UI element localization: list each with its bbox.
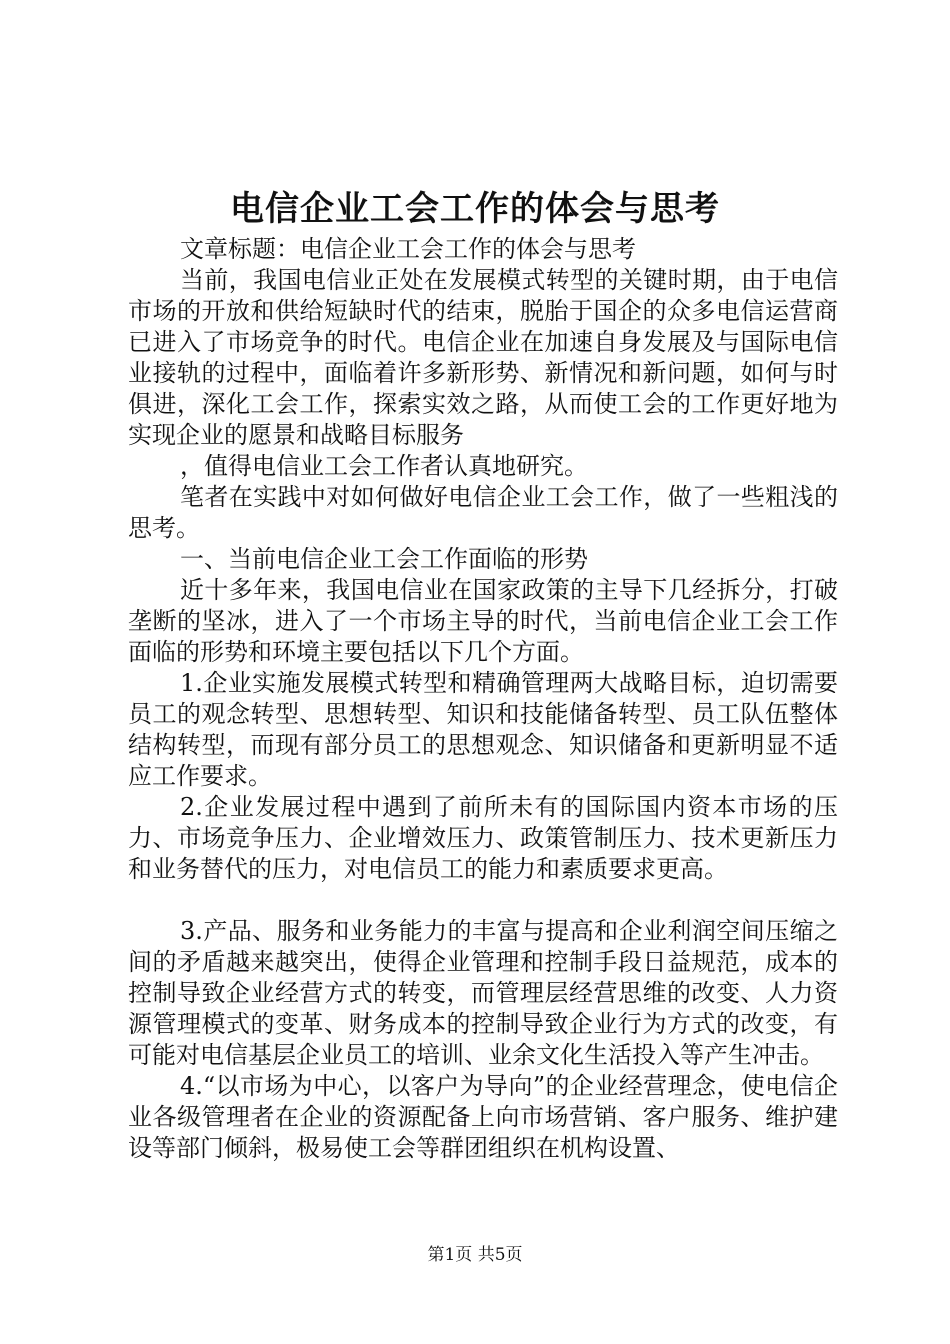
paragraph-situation: 近十多年来，我国电信业在国家政策的主导下几经拆分，打破垄断的坚冰，进入了一个市场主导的时代，当前电信企业工会工作面临的形势和环境主要包括以下几个方面。 (128, 576, 838, 666)
list-item-4: 4.“以市场为中心，以客户为导向”的企业经营理念，使电信企业各级管理者在企业的资源配备上向市场营销、客户服务、维护建设等部门倾斜，极易使工会等群团组织在机构设置、 (128, 1072, 838, 1162)
page-number-footer: 第1页 共5页 (427, 1245, 523, 1265)
paragraph-intro-continued: ，值得电信业工会工作者认真地研究。 (180, 452, 588, 480)
list-item-2: 2.企业发展过程中遇到了前所未有的国际国内资本市场的压力、市场竞争压力、企业增效压力、政策管制压力、技术更新压力和业务替代的压力，对电信员工的能力和素质要求更高。 (128, 793, 838, 883)
blank-line (128, 885, 838, 916)
list-item-1: 1.企业实施发展模式转型和精确管理两大战略目标，迫切需要员工的观念转型、思想转型、知识和技能储备转型、员工队伍整体结构转型，而现有部分员工的思想观念、知识储备和更新明显不适应工作要求。 (128, 669, 838, 790)
document-body (128, 234, 838, 1164)
section-heading-1: 一、当前电信企业工会工作面临的形势 (180, 545, 588, 573)
paragraph-author-note: 笔者在实践中对如何做好电信企业工会工作，做了一些粗浅的思考。 (128, 483, 838, 542)
document-title: 电信企业工会工作的体会与思考 (230, 189, 720, 229)
list-item-3: 3.产品、服务和业务能力的丰富与提高和企业利润空间压缩之间的矛盾越来越突出，使得企业管理和控制手段日益规范，成本的控制导致企业经营方式的转变，而管理层经营思维的改变、人力资源管理模式的变革、财务成本的控制导致企业行为方式的改变，有可能对电信基层企业员工的培训、业余文化生活投入等产生冲击。 (128, 917, 838, 1069)
paragraph-article-heading: 文章标题：电信企业工会工作的体会与思考 (180, 235, 636, 263)
paragraph-intro: 当前，我国电信业正处在发展模式转型的关键时期，由于电信市场的开放和供给短缺时代的结束，脱胎于国企的众多电信运营商已进入了市场竞争的时代。电信企业在加速自身发展及与国际电信业接轨的过程中，面临着许多新形势、新情况和新问题，如何与时俱进，深化工会工作，探索实效之路，从而使工会的工作更好地为实现企业的愿景和战略目标服务 (128, 266, 838, 449)
